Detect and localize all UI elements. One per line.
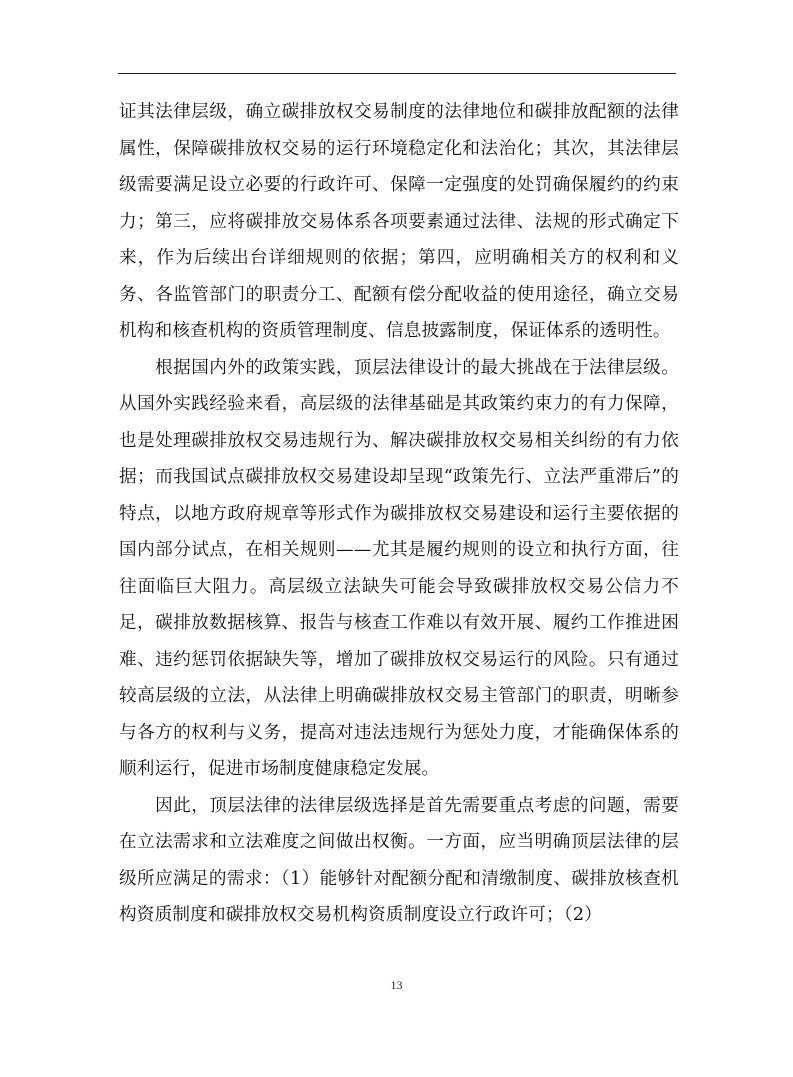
paragraph-legal-level-choice: 因此，顶层法律的法律层级选择是首先需要重点考虑的问题，需要在立法需求和立法难度之间做出权衡。一方面，应当明确顶层法律的层级所应满足的需求：（1）能够针对配额分配和清缴制度、碳排放核查机构资质制度和碳排放权交易机构资质制度设立行政许可；（2） bbox=[119, 795, 679, 925]
page-number: 13 bbox=[390, 978, 403, 992]
document-body bbox=[119, 94, 679, 934]
paragraph-continuation: 证其法律层级，确立碳排放权交易制度的法律地位和碳排放配额的法律属性，保障碳排放权交易的运行环境稳定化和法治化；其次，其法律层级需要满足设立必要的行政许可、保障一定强度的处罚确保履约的约束力；第三，应将碳排放交易体系各项要素通过法律、法规的形式确定下来，作为后续出台详细规则的依据；第四，应明确相关方的权利和义务、各监管部门的职责分工、配额有偿分配收益的使用途径，确立交易机构和核查机构的资质管理制度、信息披露制度，保证体系的透明性。 bbox=[119, 102, 679, 341]
paragraph-legal-level-challenge: 根据国内外的政策实践，顶层法律设计的最大挑战在于法律层级。从国外实践经验来看，高层级的法律基础是其政策约束力的有力保障，也是处理碳排放权交易违规行为、解决碳排放权交易相关纠纷的有力依据；而我国试点碳排放权交易建设却呈现“政策先行、立法严重滞后”的特点，以地方政府规章等形式作为碳排放权交易建设和运行主要依据的国内部分试点，在相关规则——尤其是履约规则的设立和执行方面，往往面临巨大阻力。高层级立法缺失可能会导致碳排放权交易公信力不足，碳排放数据核算、报告与核查工作难以有效开展、履约工作推进困难、违约惩罚依据缺失等，增加了碳排放权交易运行的风险。只有通过较高层级的立法，从法律上明确碳排放权交易主管部门的职责，明晰参与各方的权利与义务，提高对违法违规行为惩处力度，才能确保体系的顺利运行，促进市场制度健康稳定发展。 bbox=[119, 357, 679, 779]
header-rule bbox=[118, 73, 676, 74]
